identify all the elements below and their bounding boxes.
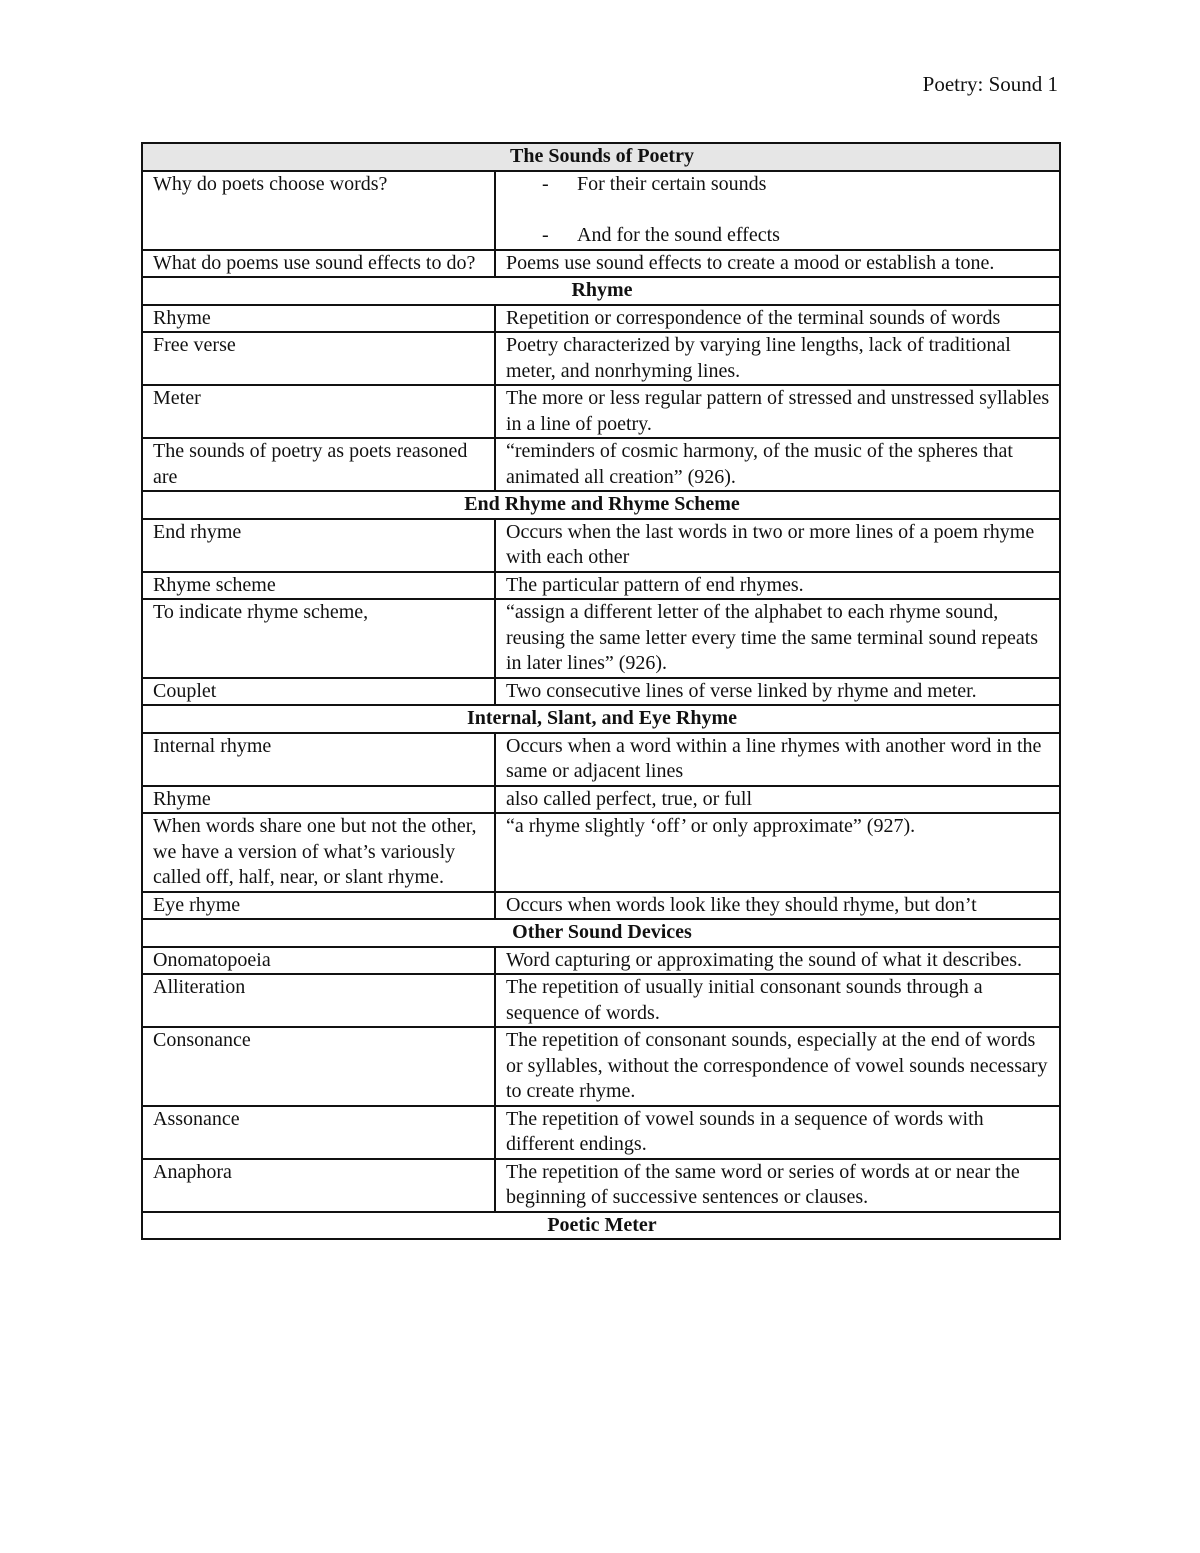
term-cell: Free verse (142, 332, 495, 385)
definition-cell: The repetition of usually initial consonant sounds through a sequence of words. (495, 974, 1060, 1027)
definition-cell: The repetition of the same word or series of words at or near the beginning of successive sentences or clauses. (495, 1159, 1060, 1212)
table-row (142, 733, 1060, 786)
definition-cell: Repetition or correspondence of the terminal sounds of words (495, 305, 1060, 333)
section-heading: Internal, Slant, and Eye Rhyme (142, 705, 1060, 733)
sounds-of-poetry-table (141, 142, 1061, 1240)
term-cell: What do poems use sound effects to do? (142, 250, 495, 278)
definition-cell: The particular pattern of end rhymes. (495, 572, 1060, 600)
section-heading: Rhyme (142, 277, 1060, 305)
bullet-text: For their certain sounds (577, 172, 767, 195)
table-row (142, 813, 1060, 892)
definition-cell: “reminders of cosmic harmony, of the music of the spheres that animated all creation” (926). (495, 438, 1060, 491)
section-heading: Poetic Meter (142, 1212, 1060, 1240)
term-cell: Anaphora (142, 1159, 495, 1212)
table-row (142, 438, 1060, 491)
table-row (142, 678, 1060, 706)
table-row (142, 892, 1060, 920)
table-row (142, 305, 1060, 333)
term-cell: Rhyme scheme (142, 572, 495, 600)
bullet-text: And for the sound effects (577, 224, 780, 246)
term-cell: When words share one but not the other, we have a version of what’s variously called off, half, near, or slant rhyme. (142, 813, 495, 892)
term-cell: Eye rhyme (142, 892, 495, 920)
table-title-row (142, 143, 1060, 171)
definition-cell: Poems use sound effects to create a mood or establish a tone. (495, 250, 1060, 278)
table-row (142, 385, 1060, 438)
term-cell: The sounds of poetry as poets reasoned are (142, 438, 495, 491)
table-row (142, 599, 1060, 678)
section-heading-row (142, 1212, 1060, 1240)
definition-cell: Occurs when words look like they should rhyme, but don’t (495, 892, 1060, 920)
table-row (142, 572, 1060, 600)
term-cell: Why do poets choose words? (142, 171, 495, 250)
definition-cell: “a rhyme slightly ‘off’ or only approximate” (927). (495, 813, 1060, 892)
definition-cell (495, 171, 1060, 250)
term-cell: Onomatopoeia (142, 947, 495, 975)
definition-cell: The more or less regular pattern of stressed and unstressed syllables in a line of poetry. (495, 385, 1060, 438)
definition-cell: also called perfect, true, or full (495, 786, 1060, 814)
term-cell: Meter (142, 385, 495, 438)
bullet-item (506, 172, 1051, 198)
term-cell: Rhyme (142, 786, 495, 814)
bullet-list (506, 172, 1051, 249)
table-body (142, 143, 1060, 1239)
section-heading: End Rhyme and Rhyme Scheme (142, 491, 1060, 519)
table-row (142, 947, 1060, 975)
term-cell: Internal rhyme (142, 733, 495, 786)
definition-cell: Poetry characterized by varying line lengths, lack of traditional meter, and nonrhyming lines. (495, 332, 1060, 385)
running-head: Poetry: Sound 1 (922, 72, 1058, 96)
definition-cell: “assign a different letter of the alphabet to each rhyme sound, reusing the same letter every time the same terminal sound repeats in later lines” (926). (495, 599, 1060, 678)
dash-glyph: - (542, 172, 549, 195)
bullet-item (506, 223, 1051, 249)
table-row (142, 519, 1060, 572)
dash-glyph: - (542, 224, 549, 246)
term-cell: Assonance (142, 1106, 495, 1159)
table-row (142, 1159, 1060, 1212)
term-cell: To indicate rhyme scheme, (142, 599, 495, 678)
section-heading: Other Sound Devices (142, 919, 1060, 947)
definition-cell: The repetition of vowel sounds in a sequence of words with different endings. (495, 1106, 1060, 1159)
term-cell: Consonance (142, 1027, 495, 1106)
term-cell: Couplet (142, 678, 495, 706)
table-row (142, 786, 1060, 814)
definition-cell: Two consecutive lines of verse linked by rhyme and meter. (495, 678, 1060, 706)
definition-cell: Occurs when the last words in two or more lines of a poem rhyme with each other (495, 519, 1060, 572)
term-cell: End rhyme (142, 519, 495, 572)
section-heading-row (142, 919, 1060, 947)
table-row (142, 974, 1060, 1027)
table-row (142, 1027, 1060, 1106)
table-row (142, 1106, 1060, 1159)
term-cell: Alliteration (142, 974, 495, 1027)
table-title: The Sounds of Poetry (142, 143, 1060, 171)
definition-cell: Word capturing or approximating the sound of what it describes. (495, 947, 1060, 975)
term-cell: Rhyme (142, 305, 495, 333)
definition-cell: Occurs when a word within a line rhymes with another word in the same or adjacent lines (495, 733, 1060, 786)
section-heading-row (142, 705, 1060, 733)
table-row (142, 171, 1060, 250)
section-heading-row (142, 277, 1060, 305)
definition-cell: The repetition of consonant sounds, especially at the end of words or syllables, without the correspondence of vowel sounds necessary to create rhyme. (495, 1027, 1060, 1106)
table-row (142, 332, 1060, 385)
table-row (142, 250, 1060, 278)
section-heading-row (142, 491, 1060, 519)
